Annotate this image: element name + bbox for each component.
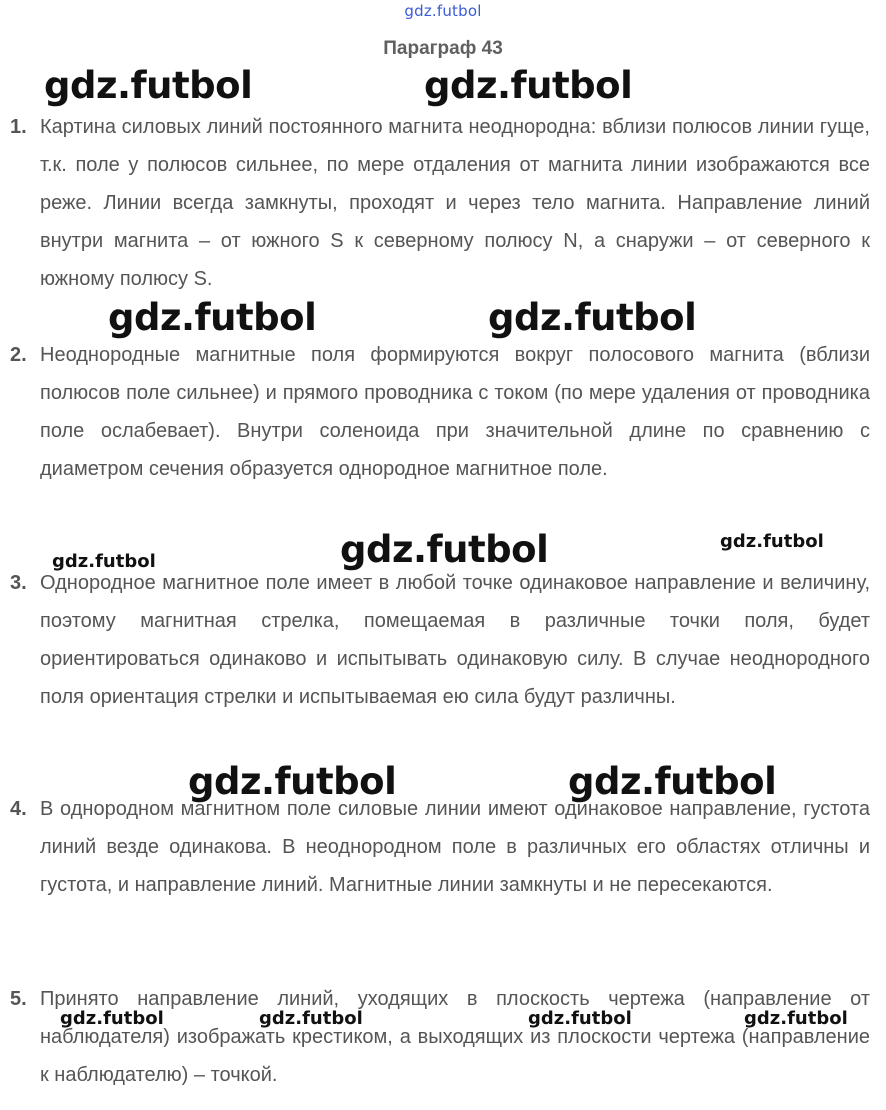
watermark: gdz.futbol xyxy=(188,760,397,803)
item-number: 1. xyxy=(10,116,27,138)
item-text: В однородном магнитном поле силовые линии имеют одинаковое направление, густота линий везде одинакова. В неоднородном поле в различных его областях отличны и густота, и направление линий. Магнитные линии замкнуты и не пересекаются. xyxy=(40,798,870,896)
item-text: Принято направление линий, уходящих в плоскость чертежа (направление от наблюдателя) изображать крестиком, а выходящих из плоскости чертежа (направление к наблюдателю) – точкой. xyxy=(40,988,870,1086)
item-number: 3. xyxy=(10,572,27,594)
watermark: gdz.futbol xyxy=(720,531,824,552)
item-text: Картина силовых линий постоянного магнита неоднородна: вблизи полюсов линии гуще, т.к. поле у полюсов сильнее, по мере отдаления от магнита линии изображаются все реже. Линии всегда замкнуты, проходят и через тело магнита. Направление линий внутри магнита – от южного S к северному полюсу N, а снаружи – от северного к южному полюсу S. xyxy=(40,116,870,290)
item-number: 5. xyxy=(10,988,27,1010)
list-item-3 xyxy=(10,564,870,716)
site-watermark: gdz.futbol xyxy=(404,2,482,20)
watermark: gdz.futbol xyxy=(108,296,317,339)
list-item-4 xyxy=(10,790,870,904)
list-item-5 xyxy=(10,980,870,1094)
list-item-2 xyxy=(10,336,870,488)
watermark: gdz.futbol xyxy=(424,64,633,107)
watermark: gdz.futbol xyxy=(60,1008,164,1029)
watermark: gdz.futbol xyxy=(568,760,777,803)
watermark: gdz.futbol xyxy=(52,551,156,572)
watermark: gdz.futbol xyxy=(744,1008,848,1029)
item-number: 4. xyxy=(10,798,27,820)
watermark: gdz.futbol xyxy=(488,296,697,339)
watermark: gdz.futbol xyxy=(528,1008,632,1029)
item-number: 2. xyxy=(10,344,27,366)
watermark: gdz.futbol xyxy=(340,528,549,571)
watermark: gdz.futbol xyxy=(44,64,253,107)
item-text: Неоднородные магнитные поля формируются вокруг полосового магнита (вблизи полюсов поле сильнее) и прямого проводника с током (по мере удаления от проводника поле ослабевает). Внутри соленоида при значительной длине по сравнению с диаметром сечения образуется однородное магнитное поле. xyxy=(40,344,870,480)
watermark: gdz.futbol xyxy=(259,1008,363,1029)
page-title: Параграф 43 xyxy=(383,38,503,59)
list-item-1 xyxy=(10,108,870,298)
item-text: Однородное магнитное поле имеет в любой точке одинаковое направление и величину, поэтому магнитная стрелка, помещаемая в различные точки поля, будет ориентироваться одинаково и испытывать одинаковую силу. В случае неоднородного поля ориентация стрелки и испытываемая ею сила будут различны. xyxy=(40,572,870,708)
